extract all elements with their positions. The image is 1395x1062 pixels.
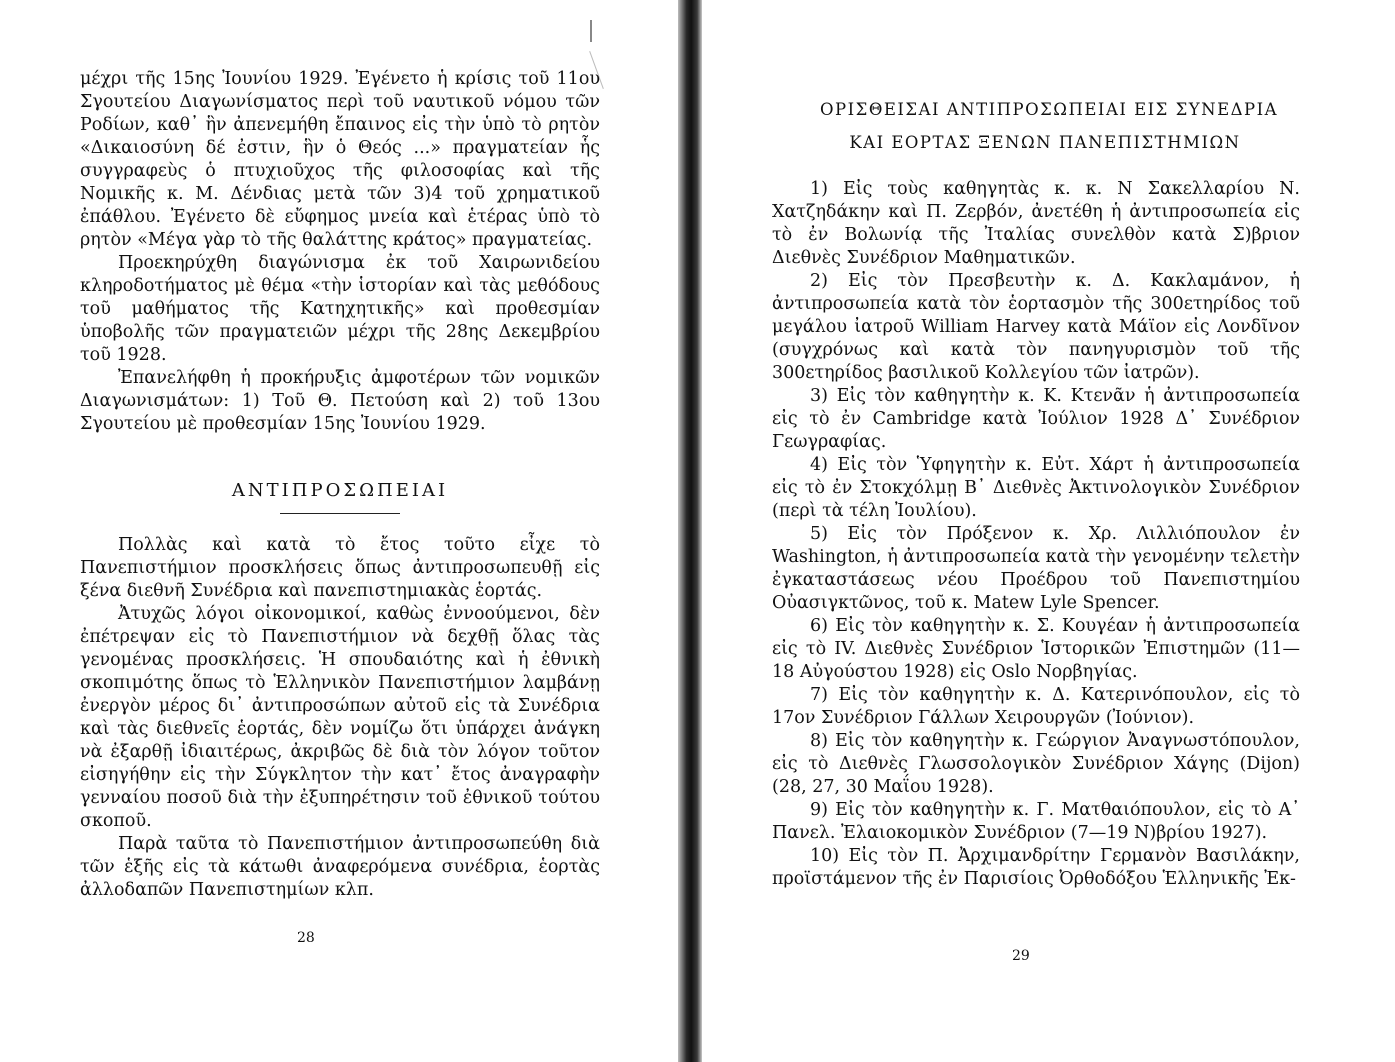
list-item: 1) Εἰς τοὺς καθηγητὰς κ. κ. Ν Σακελλαρίου Ν. Χατζηδάκην καὶ Π. Ζερβόν, ἀνετέθη ἡ ἀντιπροσωπεία εἰς τὸ ἐν Βολωνίᾳ τῆς Ἰταλίας συνελθὸν κατὰ Σ)βριον Διεθνὲς Συνέδριον Μαθηματικῶν. [772,179,1300,268]
title-line: ΟΡΙΣΘΕΙΣΑΙ ΑΝΤΙΠΡΟΣΩΠΕΙΑΙ ΕΙΣ ΣΥΝΕΔΡΙΑ [820,100,1279,119]
list-item: 7) Εἰς τὸν καθηγητὴν κ. Δ. Κατερινόπουλον, εἰς τὸ 17ον Συνέδριον Γάλλων Χειρουργῶν (Ἰούνιον). [772,685,1300,728]
page-title [820,93,1279,159]
paragraph: Παρὰ ταῦτα τὸ Πανεπιστήμιον ἀντιπροσωπεύθη διὰ τῶν ἑξῆς εἰς τὰ κάτωθι ἀναφερόμενα συνέδρια, ἑορτὰς ἀλλοδαπῶν Πανεπιστημίων κλπ. [80,834,600,900]
paragraph: μέχρι τῆς 15ης Ἰουνίου 1929. Ἐγένετο ἡ κρίσις τοῦ 11ου Σγουτείου Διαγωνίσματος περὶ τοῦ ναυτικοῦ νόμου τῶν Ροδίων, καθ᾿ ἣν ἀπενεμήθη ἔπαινος εἰς τὴν ὑπὸ τὸ ρητὸν «Δικαιοσύνη δέ ἐστιν, ἣν ὁ Θεός ...» πραγματείαν ἧς συγγραφεὺς ὁ πτυχιοῦχος τῆς φιλοσοφίας καὶ τῆς Νομικῆς κ. Μ. Δένδιας μετὰ τῶν 3)4 τοῦ χρηματικοῦ ἐπάθλου. Ἐγένετο δὲ εὔφημος μνεία καὶ ἑτέρας ὑπὸ τὸ ρητὸν «Μέγα γὰρ τὸ τῆς θαλάττης κράτος» πραγματείας. [80,69,600,250]
list-item: 10) Εἰς τὸν Π. Ἀρχιμανδρίτην Γερμανὸν Βασιλάκην, προϊστάμενον τῆς ἐν Παρισίοις Ὀρθοδόξου Ἑλληνικῆς Ἐκ- [772,846,1300,889]
page-number: 29 [1012,948,1030,964]
book-gutter [678,0,702,1062]
list-item: 2) Εἰς τὸν Πρεσβευτὴν κ. Δ. Κακλαμάνον, ἡ ἀντιπροσωπεία κατὰ τὸν ἑορτασμὸν τῆς 300ετηρίδος τοῦ μεγάλου ἰατροῦ William Harvey κατὰ Μάϊον εἰς Λονδῖνον (συγχρόνως καὶ κατὰ τὸν πανηγυρισμὸν τοῦ τῆς 300ετηρίδος βασιλικοῦ Κολλεγίου τῶν ἰατρῶν). [772,271,1300,383]
scan-mark [590,20,592,42]
right-page-body [772,178,1300,891]
paragraph: Πολλὰς καὶ κατὰ τὸ ἔτος τοῦτο εἶχε τὸ Πανεπιστήμιον προσκλήσεις ὅπως ἀντιπροσωπευθῇ εἰς ξένα διεθνῆ Συνέδρια καὶ πανεπιστημιακὰς ἑορτάς. [80,535,600,601]
paragraph: Ἐπανελήφθη ἡ προκήρυξις ἀμφοτέρων τῶν νομικῶν Διαγωνισμάτων: 1) Τοῦ Θ. Πετούση καὶ 2) τοῦ 13ου Σγουτείου μὲ προθεσμίαν 15ης Ἰουνίου 1929. [80,368,600,434]
left-page [0,0,678,1062]
list-item: 8) Εἰς τὸν καθηγητὴν κ. Γεώργιον Ἀναγνωστόπουλον, εἰς τὸ Διεθνὲς Γλωσσολογικὸν Συνέδριον Χάγης (Dijon) (28, 27, 30 Μαΐου 1928). [772,731,1300,797]
list-item: 9) Εἰς τὸν καθηγητὴν κ. Γ. Ματθαιόπουλον, εἰς τὸ Α᾿ Πανελ. Ἐλαιοκομικὸν Συνέδριον (7—19 Ν)βρίου 1927). [772,800,1300,843]
paragraph: Ἀτυχῶς λόγοι οἰκονομικοί, καθὼς ἐννοούμενοι, δὲν ἐπέτρεψαν εἰς τὸ Πανεπιστήμιον νὰ δεχθῇ ὅλας τὰς γενομένας προσκλήσεις. Ἡ σπουδαιότης καὶ ἡ ἐθνικὴ σκοπιμότης ὅπως τὸ Ἑλληνικὸν Πανεπιστήμιον λαμβάνῃ ἐνεργὸν μέρος δι᾿ ἀντιπροσώπων αὐτοῦ εἰς τὰ Συνέδρια καὶ τὰς διεθνεῖς ἑορτάς, δὲν νομίζω ὅτι ὑπάρχει ἀνάγκη νὰ ἐξαρθῇ ἰδιαιτέρως, ἀκριβῶς δὲ διὰ τὸν λόγον τοῦτον εἰσηγήθην εἰς τὴν Σύγκλητον τὴν κατ᾿ ἔτος ἀναγραφὴν γενναίου ποσοῦ διὰ τὴν ἐξυπηρέτησιν τοῦ ἐθνικοῦ τούτου σκοποῦ. [80,604,600,831]
list-item: 3) Εἰς τὸν καθηγητὴν κ. Κ. Κτενᾶν ἡ ἀντιπροσωπεία εἰς τὸ ἐν Cambridge κατὰ Ἰούλιον 1928 Δ᾿ Συνέδριον Γεωγραφίας. [772,386,1300,452]
list-item: 5) Εἰς τὸν Πρόξενον κ. Χρ. Λιλλιόπουλον ἐν Washington, ἡ ἀντιπροσωπεία κατὰ τὴν γενομένην τελετὴν ἐγκαταστάσεως νέου Προέδρου τοῦ Πανεπιστημίου Οὐασιγκτῶνος, τοῦ κ. Matew Lyle Spencer. [772,524,1300,613]
section-heading: ΑΝΤΙΠΡΟΣΩΠΕΙΑΙ [231,480,449,501]
list-item: 4) Εἰς τὸν Ὑφηγητὴν κ. Εὐτ. Χάρτ ἡ ἀντιπροσωπεία εἰς τὸ ἐν Στοκχόλμῃ Β᾿ Διεθνὲς Ἀκτινολογικὸν Συνέδριον (περὶ τὰ τέλη Ἰουλίου). [772,455,1300,521]
list-item: 6) Εἰς τὸν καθηγητὴν κ. Σ. Κουγέαν ἡ ἀντιπροσωπεία εἰς τὸ IV. Διεθνὲς Συνέδριον Ἱστορικῶν Ἐπιστημῶν (11—18 Αὐγούστου 1928) εἰς Oslo Νορβηγίας. [772,616,1300,682]
page-number: 28 [297,930,315,946]
title-line: ΚΑΙ ΕΟΡΤΑΣ ΞΕΝΩΝ ΠΑΝΕΠΙΣΤΗΜΙΩΝ [849,133,1241,152]
left-page-body [80,68,600,902]
paragraph: Προεκηρύχθη διαγώνισμα ἐκ τοῦ Χαιρωνιδείου κληροδοτήματος μὲ θέμα «τὴν ἱστορίαν καὶ τὰς μεθόδους τοῦ μαθήματος τῆς Κατηχητικῆς» καὶ προθεσμίαν ὑποβολῆς τῶν πραγματειῶν μέχρι τῆς 28ης Δεκεμβρίου τοῦ 1928. [80,253,600,365]
heading-divider [280,513,400,514]
